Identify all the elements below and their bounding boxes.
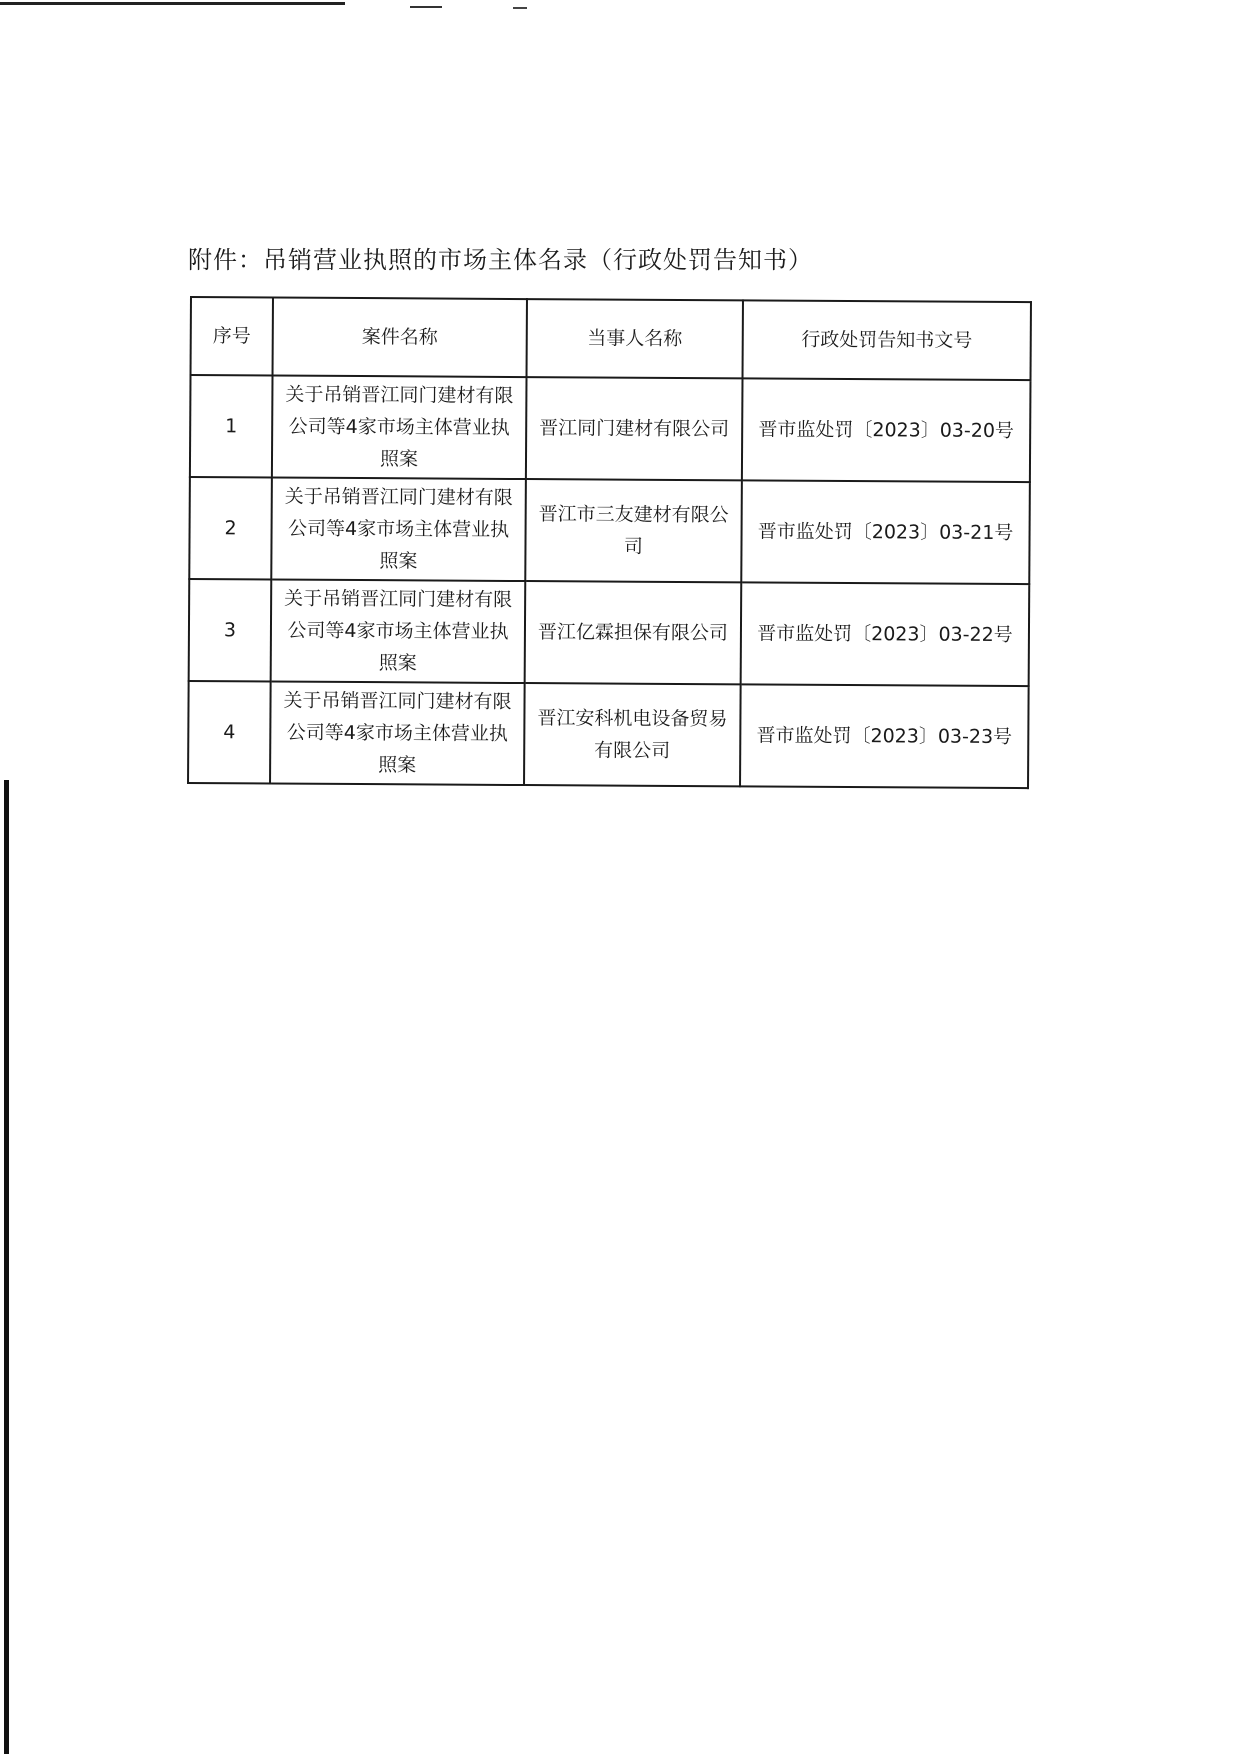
cell-case-name: 关于吊销晋江同门建材有限公司等4家市场主体营业执照案	[272, 376, 527, 480]
header-notice-number: 行政处罚告知书文号	[743, 300, 1031, 380]
cell-party-name: 晋江安科机电设备贸易有限公司	[524, 683, 741, 786]
cell-case-name: 关于吊销晋江同门建材有限公司等4家市场主体营业执照案	[270, 681, 525, 785]
scan-artifact-line	[0, 2, 345, 5]
entity-list-table	[187, 296, 1032, 789]
table-container	[187, 296, 1030, 789]
header-party-name: 当事人名称	[527, 299, 743, 378]
scan-artifact-dash	[410, 6, 442, 8]
table-header-row	[191, 297, 1031, 380]
scan-artifact-dash	[513, 7, 527, 9]
cell-case-name: 关于吊销晋江同门建材有限公司等4家市场主体营业执照案	[271, 478, 526, 582]
cell-party-name: 晋江亿霖担保有限公司	[525, 581, 742, 684]
header-case-name: 案件名称	[273, 298, 527, 378]
cell-party-name: 晋江同门建材有限公司	[526, 377, 743, 480]
document-title: 附件：吊销营业执照的市场主体名录（行政处罚告知书）	[188, 246, 813, 274]
table-row	[190, 375, 1031, 482]
cell-party-name: 晋江市三友建材有限公司	[525, 479, 742, 582]
cell-serial-number: 4	[188, 681, 271, 783]
table-row	[189, 477, 1030, 584]
cell-notice-number: 晋市监处罚〔2023〕03-20号	[742, 378, 1031, 482]
cell-serial-number: 3	[189, 579, 272, 681]
table-row	[189, 579, 1030, 686]
cell-case-name: 关于吊销晋江同门建材有限公司等4家市场主体营业执照案	[271, 580, 526, 684]
cell-serial-number: 2	[189, 477, 272, 579]
cell-notice-number: 晋市监处罚〔2023〕03-21号	[741, 480, 1030, 584]
cell-notice-number: 晋市监处罚〔2023〕03-22号	[741, 582, 1030, 686]
cell-serial-number: 1	[190, 375, 273, 477]
header-serial-number: 序号	[191, 297, 273, 375]
table-row	[188, 681, 1029, 788]
scan-artifact-edge	[4, 780, 9, 1754]
cell-notice-number: 晋市监处罚〔2023〕03-23号	[740, 684, 1029, 788]
